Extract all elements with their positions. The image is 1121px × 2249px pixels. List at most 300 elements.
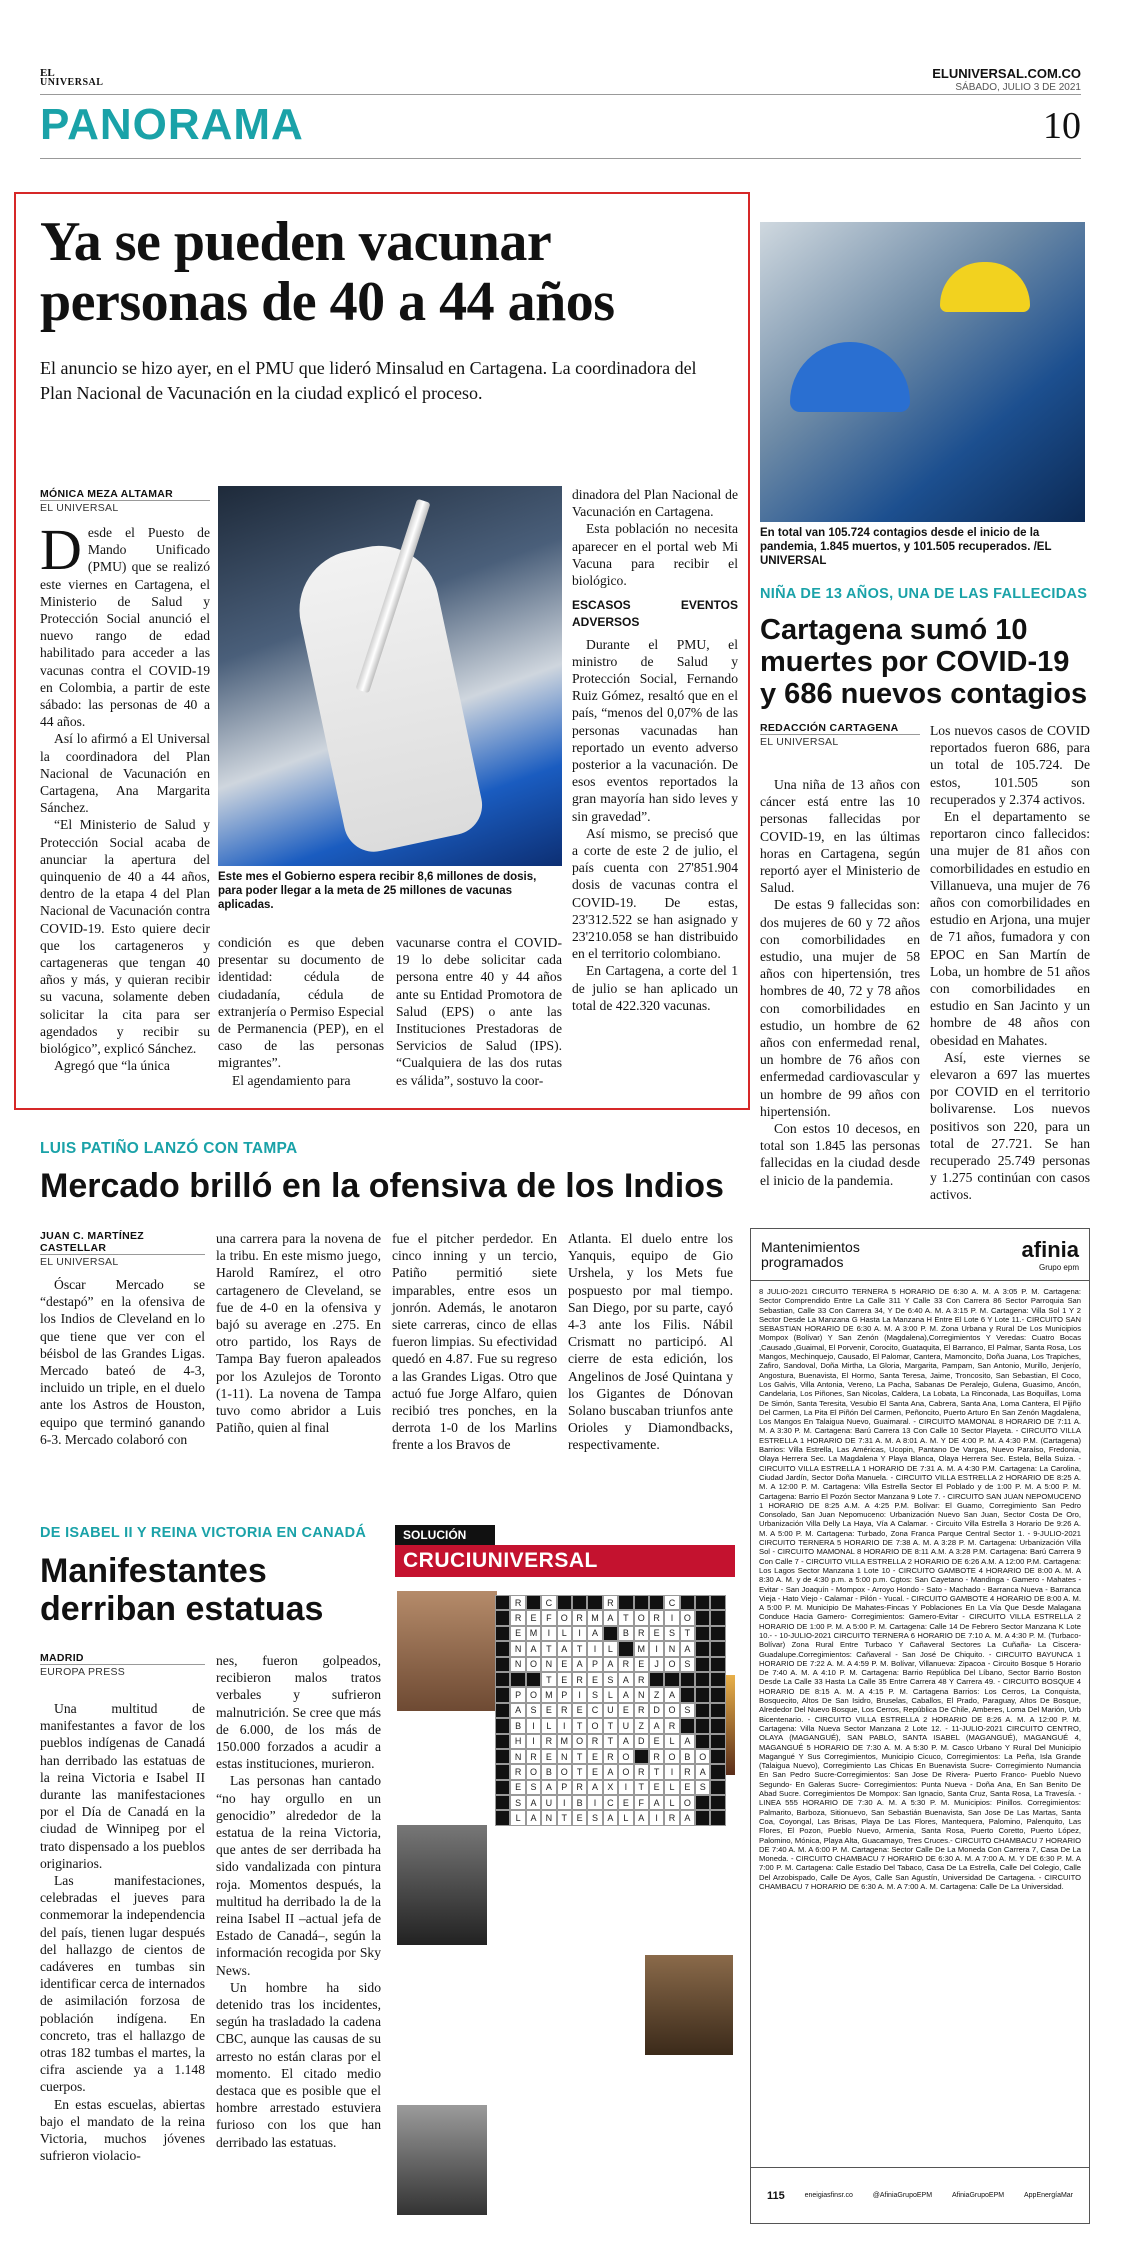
crossword-cell [495,1749,510,1764]
main-col1 [40,517,210,1075]
crossword-cell [710,1687,725,1702]
crossword-cell: D [634,1734,649,1749]
afinia-footer-number: 115 [766,2189,785,2202]
crossword-cell: T [634,1780,649,1795]
crossword-cell: A [695,1764,710,1779]
crossword-cell: T [572,1718,587,1733]
crossword-cell: I [664,1764,679,1779]
sports-headline: Mercado brilló en la ofensiva de los Indios [40,1167,724,1205]
crossword-cell: T [572,1641,587,1656]
crossword-cell: O [587,1718,602,1733]
crossword-cell: S [587,1810,602,1825]
crossword-cell: T [541,1672,556,1687]
crossword-cell: E [587,1672,602,1687]
crossword-cell [680,1595,695,1610]
crossword-cell: N [541,1657,556,1672]
crossword-cell: A [603,1657,618,1672]
crossword-cell: O [557,1764,572,1779]
crossword-cell [695,1687,710,1702]
main-col2-p2: El agendamiento para [232,1072,351,1088]
afinia-social-2: @AfiniaGrupoEPM [872,2192,933,2199]
crossword-cell: A [618,1734,633,1749]
crossword-cell: M [541,1687,556,1702]
crossword-cell: E [618,1703,633,1718]
crossword-cell [710,1810,725,1825]
crossword-cell [495,1657,510,1672]
vaccine-photo-caption: Este mes el Gobierno espera recibir 8,6 millones de dosis, para poder llegar a la meta de 25 millones de vacunas aplicadas. [218,871,537,911]
crossword-cell: U [541,1795,556,1810]
crossword-cell: N [634,1687,649,1702]
crossword-cell: R [649,1749,664,1764]
masthead-logo-top: EL [40,67,55,79]
sports-byline [40,1230,205,1268]
main-col1-p2: Así lo afirmó a El Universal la coordinadora del Plan Nacional de Vacunación en Cartagena, Ana Margarita Sánchez. [40,731,210,816]
crossword-cell: A [664,1687,679,1702]
crossword-cell [495,1626,510,1641]
crossword-cell [634,1749,649,1764]
crossword-cell: A [634,1810,649,1825]
crossword-cell: O [526,1687,541,1702]
crossword-cell: I [618,1780,633,1795]
crossword-cell: I [572,1687,587,1702]
crossword-cell [495,1764,510,1779]
sports-col4-p: Atlanta. El duelo entre los Yanquis, equipo de Gio Urshela, y los Mets fue pospuesto por mal tiempo. San Diego, por su parte, cayó 4-3 ante los Filis. Nábil Crismatt no participó. Al cierre de esta edición, los Angelinos de José Quintana y los Gigantes de Dónovan Solano buscaban triunfos ante Orioles y Diamondbacks, respectivamente. [568,1231,733,1453]
crossword-cell: X [603,1780,618,1795]
crossword-cell: O [526,1657,541,1672]
covid-byline [760,722,920,748]
sports-outlet: EL UNIVERSAL [40,1254,205,1268]
crossword-cell: A [618,1672,633,1687]
afinia-heading-line2: programados [761,1253,844,1270]
crossword-cell: E [557,1672,572,1687]
crossword-cell: T [572,1764,587,1779]
crossword-cell: I [526,1734,541,1749]
crossword-cell: L [618,1810,633,1825]
crossword-cell: S [664,1626,679,1641]
crossword-cell: L [664,1734,679,1749]
crossword-cell: P [510,1687,525,1702]
crossword-label: SOLUCIÓN [395,1525,495,1545]
crossword-cell [695,1595,710,1610]
crossword-cell [695,1810,710,1825]
crossword-cell: D [649,1703,664,1718]
crossword-cell: R [572,1672,587,1687]
crossword-cell: O [664,1703,679,1718]
crossword-cell: R [634,1672,649,1687]
crossword-cell: B [572,1795,587,1810]
crossword-cell: P [557,1687,572,1702]
afinia-schedule-text: 8 JULIO-2021 CIRCUITO TERNERA 5 HORARIO DE 6:30 A. M. A 3:05 P. M. Cartagena: Sector Comprendido Entre La Calle 311 Y Calle 33 Con Carrera 86 Sector Parroquia San Sebastian, Calle 33 Con Carrera 34, Y De 6:40 A. M. A 3:15 P. M. Cartagena: Villa Sol 1 Y 2 Sector Desde La Manzana G Hasta La Manzana H Entre El Lote 6 Y Lote 11.- CIRCUITO SAN SEBASTIAN HORARIO DE 6:30 A. M. A 3:00 P. M. Zona Urbana y Rural De Los Municipios Mompox (Bolívar) Y San Zenón (Magdalena),Corregimientos Y Veredas: Cuatro Bocas ,Causado ,Guaimal, El Porvenir, Corocito, Guataquita, El Barranco, El Palmar, Santa Rosa, Los Mangos, Mechinquejo, Causado, El Palomar, Cantera, Mamoncito, Doña Juana, Los Trapiches, Zafiro, Sandoval, Doña Mirtha, La Gloria, Margarita, Pampam, San Antonio, Murillo, Jenjerío, Angostura, Buenavista, El Hormo, Santa Teresa, Jaime, Troncosito, San Sebastian, El Coco, Los Galvis, Villa Antonia, Vereno, La Pacha, Sabanas De Peralejo, Gulena, Guasimo, Ancón, Candelaria, Los Piñones, San Nicolas, Caldera, La Lobata, La Rinconada, Las Boquillas, Loma De Simón, Santa Teresita, Vesubio El Santa Ana, Cabrera, Santa Ana, Loma Cantera, El Pijiño Del Carmen, La Pita El Piñón Del Carmen, Peñoncito, Puerto Arturo En San Zenón Magdalena, Los Mangos En Talaigua Nuevo, Guaimaral. - CIRCUITO MAMONAL 8 HORARIO DE 7:11 A. M. A 3:30 P. M. Cartagena: Barú Carrera 13 Con Calle 10 Sector Playeta. - CIRCUITO VILLA ESTRELLA 1 HORARIO DE 7:31 A. M. A 8:01 A. M. Y DE 4:00 P. M. A 4:30 P.M. (Cartagena) Barrios: Villa Estrella, Las Américas, Ucopin, Pantano De Vargas, Nuevo Paraíso, Fredonia, Olaya Herrera Sec. La Magdalena Y Playa Blanca, Olaya Herrera Sec. Estela, Bella Suiza. - CIRCUITO VILLA ESTRELLA 1 HORARIO DE 7:31 A. M. A 4:30 P.M. Cartagena: La Carolina, Ciudad Jardín, Sector Doña Manuela. - CIRCUITO VILLA ESTRELLA 2 HORARIO DE 8:25 A. M. A 12:00 P. M. Cartagena: Villa Estrella Sector El Poblado y de 1:00 P. M. A 5:00 P. M. Cartagena: Barrio El Pozón Sector Manzana 9 Lote 7. - CIRCUITO SAN JUAN NEPOMUCENO 1 HORARIO DE 8:25 A.M. A 4:25 P.M. Bolívar: El Guamo, Corregimiento San Pedro Consolado, San Juan Nepomuceno: Urbanización Nuevo San Juan, Sector Costa De Oro, Urbanización Villa Delly La Haya, Vía A Calamar. - Circuito Villa Estrella 3 Horario De 9:26 A. M. A 5:00 P. M. Cartagena: Turbado, Zona Franca Parque Central Sector 1. - 9-JULIO-2021 CIRCUITO TERNERA 5 HORARIO DE 7:38 A. M. A 3:28 P. M. Cartagena: Urbanización Villa Sol - CIRCUITO MAMONAL 8 HORARIO DE 8:11 A.M. A 3:28 P.M. Cartagena: Barú Carrera 9 Con Calle 7 - CIRCUITO VILLA ESTRELLA 2 HORARIO DE 6:26 A.M. A 12:00 P.M. Cartagena: Los Lagos Sector Manzana 1 Lote 10 - CIRCUITO GAMBOTE 4 HORARIO DE 8:00 A. M. A 8:30 A. M. y de 4:30 p.m. a 5:00 p.m. Cgtos: San Cayetano - Mandinga - Gamero - Mahates - Evitar - San Joaquín - Mompox - Arroyo Hondo - Sato - Machado - Barranca Nueva - Barranca Vieja - Hato Viejo - Calamar - Pilón - Yucal. - CIRCUITO GAMBOTE 4 HORARIO DE 8:00 A. M. A 5:00 P. M. Municipio De Mahates-Fincas Y Poblaciones En La Vía Que Desde Malagana Conduce Hacia Gamero- Corregimientos: Gamero-Evitar - CIRCUITO VILLA ESTRELLA 2 HORARIO DE 1:00 P. M. A 5:00 P. M. Cartagena: Calle 14 De Febrero Sector Manzana K Lote 10.- - 10-JULIO-2021 CIRCUITO TERNERA 6 HORARIO DE 7:10 A. M. A 4:30 P. M. (Turbaco-Bolívar) Zona Rural Entre Turbaco Y Cañaveral Sectores La Cuñaña- La Ciscera-Guadalupe.Corregimientos: Cañaveral - San José De Chiquito. - CIRCUITO BAYUNCA 1 HORARIO DE 7:22 A. M. A 4:59 P. M. Bolívar, Villanueva: Zipacoa - Circuito Bosque 5 Horario De 7:40 A. M. A 4:10 P. M. Cartagena: Barrio República Del Líbano, Sector Barrio Boston Desde La Calle 33 Hasta La Calle 35 Entre Carrera 48 Y Carrera 49. - CIRCUITO BOSQUE 4 HORARIO DE 8:15 A. M. A 4:15 P. M. Cartagena Barrios: Los Cerros, La Conquista, Bosquecito, Altos De San Isidro, Bruselas, Caballos, El Prado, Paraguay, Altos De Bosque, Alrededor Del Nuevo Bosque, Los Cerros, República De Chile, Amberes, Loma Del Marión, Urb Bicentenario. - CIRCUITO VILLA ESTRELLA 2 HORARIO DE 8:26 A. M. A 12:00 P. M. Cartagena: Villa Nueva Sector Manzana 2 Lote 12. - 11-JULIO-2021 CIRCUITO CENTRO, OLAYA (MAGANGUÉ), SAN PABLO, SANTA ISABEL (MAGANGUÉ), MAGANGUÉ 4, MAGANGUÉ 5 HORARIO DE 7:30 A. M. A 5:30 P. M. Casco Urbano Y Rural Del Municipio Magangué Y Sus Corregimientos, Municipio Cicuco, Corregimientos: La Peña, Isla Grande (Talaigua Nuevo), Corregimiento Las Chicas En Buenavista Sucre- Corregimiento Numancia En San Pedro Sucre-Corregimientos: San Jose De Rivera- Puerto Franco- Pueblo Nuevo Segundo- En Galeras Sucre- Corregimientos: Punta Nueva - Doña Ana, En San Benito De Abad Sucre. Corregimientos De Mompox: San Ignacio, Santa Cruz, Santa Rosa, La Travesía. - LINEA 555 HORARIO DE 7:30 A. M. A 5:30 P. M. Municipios: Pinillos. Corregimientos: Palmarito, Barboza, Sitionuevo, San Sebastián Buenavista, San Jose De Las Martas, Santa Coa, Coyongal, Las Brisas, Playa De Las Flores, Mantequera, Palomino, Palenquito, Las Flores, El Pozon, Pueblo Nuevo, Armenia, Santa Rosa, Puerto Coretto, Puerto López, Palomino, Mónica, Playa Alta, Guacamayo, Tres Cruces.- CIRCUITO CHAMBACU 7 HORARIO DE 7:40 A. M. A 6:00 P. M. Cartagena: Sector Calle De La Moneda Con Carrera 7, Casa De La Moneda. - CIRCUITO CHAMBACU 7 HORARIO DE 6:30 A. M. A 7:00 A. M. Y DE 6:30 P. M. A 7:00 P. M. Cartagena: Calle Estadio Del Tabaco, Casa De La Estrella, Calle Del Colegio, Calle Del Arzobispado, Calle De Ayos, Calle San Agustín, Universidad De Cartagena. - CIRCUITO CHAMBACU 7 HORARIO DE 6:30 A. M. A 7:00 A. M. Cartagena: Calle De La Universidad. [759,1287,1081,1891]
crossword-cell [495,1595,510,1610]
crossword-cell: R [587,1734,602,1749]
crossword-cell: E [510,1626,525,1641]
crossword-cell: O [680,1610,695,1625]
crossword-cell: R [572,1780,587,1795]
crossword-cell: T [680,1626,695,1641]
crossword-cell: A [649,1718,664,1733]
crossword-cell: N [510,1749,525,1764]
crossword-cell: E [649,1780,664,1795]
crossword-cell: R [510,1595,525,1610]
crossword-cell: H [510,1734,525,1749]
crossword-cell: A [680,1810,695,1825]
main-col1-p3: “El Ministerio de Salud y Protección Social acaba de anunciar la apertura del quinquenio de 40 a 44 años, dentro de la etapa 4 del Plan Nacional de Vacunación contra COVID-19. Esto quiere decir que los cartageneros y cartageneras que tengan 40 años y más, y quieran recibir su vacuna, solamente deben solicitar la cita para ser agendados y recibir su biológico”, explicó Sánchez. [40,817,210,1057]
canada-col1-p1: Una multitud de manifestantes a favor de los pueblos indígenas de Canadá han derribado las estatuas de la reina Victoria e Isabel II durante las manifestaciones por el Día de Canadá en la ciudad de Winnipeg por el trato dispensado a los pueblos originarios. [40,1701,205,1871]
canada-author: MADRID [40,1652,84,1664]
afinia-heading [761,1240,860,1270]
crossword-cell: A [649,1795,664,1810]
header-rule [40,94,1081,95]
crossword-cell: A [526,1641,541,1656]
afinia-logo [1022,1237,1079,1272]
hard-hat [940,262,1030,312]
crossword-cell: L [541,1718,556,1733]
crossword-cell: O [572,1734,587,1749]
crossword-cell: T [603,1734,618,1749]
canada-col2-p3: Un hombre ha sido detenido tras los incidentes, según ha trasladado la cadena CBC, aunque las causas de su arresto no están claras por el momento. El citado medio destaca que es posible que el hombre arrestado estuviera furioso con los que han derribado las estatuas. [216,1979,381,2150]
crossword-cell: N [510,1641,525,1656]
crossword-cell: N [541,1810,556,1825]
crossword-cell: E [587,1749,602,1764]
crossword-cell: L [557,1626,572,1641]
canada-headline [40,1552,380,1628]
crossword-cell: U [603,1703,618,1718]
crossword-cell: C [664,1595,679,1610]
crossword-cell: O [618,1764,633,1779]
canada-col2-p2: Las personas han cantado “no hay orgullo en un genocidio” alrededor de la estatua de la reina Victoria, que antes de ser derribada ha sido vandalizada con pintura roja. Momentos después, la multitud ha derribado la de la reina Isabel II –actual jefa de Estado de Canadá–, según la información recogida por Sky News. [216,1773,381,1978]
crossword-cell: F [541,1610,556,1625]
afinia-header [751,1229,1089,1281]
main-col4-p2: Esta población no necesita aparecer en el portal web Mi Vacuna para recibir el biológico. [572,521,738,589]
crossword-cell [495,1687,510,1702]
covid-col1-p1: Una niña de 13 años con cáncer está entre las 10 personas fallecidas por COVID-19, en las últimas horas en Cartagena, según reportó ayer el Ministerio de Salud. [760,777,920,896]
crossword-cell [710,1610,725,1625]
crossword-cell: A [603,1810,618,1825]
crossword-cell [695,1672,710,1687]
crossword-cell: A [510,1703,525,1718]
crossword-cell [695,1795,710,1810]
crossword-cell: E [572,1703,587,1718]
main-headline [40,212,740,332]
crossword-cell [710,1749,725,1764]
crossword-cell: S [587,1687,602,1702]
crossword-cell: E [510,1780,525,1795]
crossword-cell: I [649,1810,664,1825]
crossword-cell: L [510,1810,525,1825]
crossword-cell: L [664,1795,679,1810]
crossword-cell [710,1780,725,1795]
crossword-cell: R [664,1718,679,1733]
canada-byline [40,1652,205,1678]
crossword-cell: R [603,1595,618,1610]
crossword-cell [557,1595,572,1610]
crossword-cell: F [634,1795,649,1810]
crossword-cell: O [634,1610,649,1625]
covid-col2 [930,722,1090,1204]
crossword-cell: E [526,1610,541,1625]
canada-col2 [216,1652,381,2151]
crossword-cell: M [634,1641,649,1656]
crossword-cell [710,1795,725,1810]
site-url: ELUNIVERSAL.COM.CO [932,66,1081,81]
crossword-cell: I [526,1718,541,1733]
main-col4-p5: En Cartagena, a corte del 1 de julio se han aplicado un total de 422.320 vacunas. [572,963,738,1013]
canada-outlet: EUROPA PRESS [40,1664,205,1678]
crossword-cell [695,1703,710,1718]
crossword-cell: R [510,1610,525,1625]
crossword-cell: L [664,1780,679,1795]
canada-col1-p3: En estas escuelas, abiertas bajo el mandato de la reina Victoria, muchos jóvenes sufrieron violacio- [40,2096,205,2164]
crossword-portrait-3 [397,1825,487,1945]
main-col2-p1: condición es que deben presentar su documento de identidad: cédula de ciudadanía, cédula de extranjería o Permiso Especial de Permanencia (PEP), en el caso de las personas migrantes”. [218,935,384,1071]
covid-col1-p2: De estas 9 fallecidas son: dos mujeres de 60 y 72 años con comorbilidades en estudio, una mujer de 58 años con hipertensión, tres hombres de 40, 72 y 78 años con comorbilidades en estudio, un hombre de 62 años con enfermedad renal, un hombre de 76 años con enfermedad cardiovascular y un hombre de 99 años con hipertensión. [760,897,920,1119]
crossword-cell: I [587,1641,602,1656]
crossword-cell: A [618,1687,633,1702]
crossword-cell [680,1687,695,1702]
covid-kicker: NIÑA DE 13 AÑOS, UNA DE LAS FALLECIDAS [760,586,1088,602]
crossword-cell: A [587,1780,602,1795]
crossword-cell: S [680,1657,695,1672]
crossword-cell: A [572,1657,587,1672]
crossword-cell: R [649,1610,664,1625]
crossword-cell [495,1795,510,1810]
covid-col2-p3: Así, este viernes se elevaron a 697 las muertes por COVID en el territorio bolivarense. Los nuevos positivos son 220, para un total de 27.721. Se han recuperado 25.749 personas y 1.275 continúan con casos activos. [930,1049,1090,1203]
sports-kicker: LUIS PATIÑO LANZÓ CON TAMPA [40,1140,298,1157]
crossword-cell: M [587,1610,602,1625]
crossword-cell: T [572,1749,587,1764]
crossword-cell [495,1718,510,1733]
gloved-hand [288,535,487,858]
crossword-cell: R [526,1749,541,1764]
crossword-cell [695,1626,710,1641]
crossword-cell: E [649,1734,664,1749]
crossword-cell: S [526,1703,541,1718]
crossword-cell: N [557,1749,572,1764]
covid-headline: Cartagena sumó 10 muertes por COVID-19 y 686 nuevos contagios [760,614,1088,710]
crossword-cell: R [541,1734,556,1749]
main-col3-p1: vacunarse contra el COVID-19 lo debe solicitar cada persona entre 40 y 44 años ante su Entidad Promotora de Salud (EPS) o ante las Instituciones Prestadoras de Servicios de Salud (IPS). “Cualquiera de las dos rutas es válida”, sostuvo la coor- [396,935,562,1088]
crossword-cell: R [634,1626,649,1641]
crossword-cell [495,1610,510,1625]
crossword-cell [495,1641,510,1656]
crossword-cell [695,1718,710,1733]
crossword-portrait-1 [397,1591,497,1711]
covid-col2-p2: En el departamento se reportaron cinco fallecidos: una mujer de 81 años con comorbilidades en estudio en Villanueva, una mujer de 76 años con comorbilidades en estudio en Arjona, una mujer de 71 años, fumadora y con EPOC en San Martín de Loba, un hombre de 51 años con comorbilidades en estudio en San Jacinto y un hombre de 48 años con obesidad en Mahates. [930,809,1090,1048]
canada-col1-p2: Las manifestaciones, celebradas el jueves para conmemorar la independencia del país, tienen lugar después del hallazgo de cientos de cadáveres en tumbas sin identificar cerca de internados de asimilación forzosa de población indígena. En concreto, tras el hallazgo de otras 182 tumbas el martes, la cifra asciende ya a 1.148 cuerpos. [40,1873,205,2095]
crossword-cell: S [680,1703,695,1718]
page-number: 10 [1043,105,1081,147]
main-deck: El anuncio se hizo ayer, en el PMU que lideró Minsalud en Cartagena. La coordinadora del Plan Nacional de Vacunación en la ciudad explicó el proceso. [40,358,697,403]
crossword-cell: U [618,1718,633,1733]
afinia-footer [751,2167,1089,2223]
crossword-cell: M [557,1734,572,1749]
crossword-cell [649,1595,664,1610]
crossword-cell [649,1672,664,1687]
main-col1-p4: Agregó que “la única [54,1058,170,1074]
crossword-cell [710,1657,725,1672]
covid-photo [760,222,1085,522]
section-rule [40,158,1081,159]
sports-col1-p: Óscar Mercado se “destapó” en la ofensiva de los Indios de Cleveland en lo que tiene que ver con el béisbol de las Grandes Ligas. Mercado bateó de 4-3, incluido un triple, en el duelo ante los Astros de Houston, equipo que terminó ganando 6-3. Mercado colaboró con [40,1277,205,1447]
crossword-cell [495,1703,510,1718]
crossword-cell: A [587,1626,602,1641]
issue-date: SÁBADO, JULIO 3 DE 2021 [955,82,1081,93]
main-dropcap: D [40,517,82,582]
covid-col1-p3: Con estos 10 decesos, en total son 1.845 las personas fallecidas en la ciudad desde el inicio de la pandemia. [760,1121,920,1188]
crossword-cell: B [680,1749,695,1764]
canada-kicker: DE ISABEL II Y REINA VICTORIA EN CANADÁ [40,1525,367,1541]
main-col4-p4: Así mismo, se precisó que a corte de este 2 de julio, el país cuenta con 27'851.904 dosis de vacunas contra el COVID-19. De estas, 23'312.522 se han asignado y 23'210.058 se han distribuido en el territorio colombiano. [572,825,738,962]
crossword-cell: T [649,1764,664,1779]
afinia-heading-line1: Mantenimientos [761,1238,860,1255]
crossword-cell: O [618,1749,633,1764]
crossword-cell: R [603,1749,618,1764]
crossword-cell: I [572,1626,587,1641]
covid-outlet: EL UNIVERSAL [760,734,920,748]
crossword-cell: O [557,1610,572,1625]
afinia-brand-sub: Grupo epm [1038,1263,1079,1272]
crossword-cell: I [557,1795,572,1810]
crossword-cell: E [649,1626,664,1641]
sports-author: JUAN C. MARTÍNEZ CASTELLAR [40,1230,144,1254]
crossword-cell [680,1672,695,1687]
main-col3 [396,934,562,1089]
crossword-cell: E [618,1795,633,1810]
sports-col3-p: fue el pitcher perdedor. En cinco inning y un tercio, Patiño permitió siete imparables, entre esos un jonrón. Además, le anotaron siete carreras, cinco de ellas fueron limpias. Su efectividad quedó en 4.87. Fue su regreso a las Grandes Ligas. Otro que actuó fue Jorge Alfaro, quien recibió tres ponches, en la derrota 1-0 de los Marlins frente a los Bravos de [392,1231,557,1453]
crossword-cell: O [695,1749,710,1764]
crossword-cell: J [649,1657,664,1672]
sports-col2 [216,1230,381,1436]
crossword-cell [695,1610,710,1625]
main-byline [40,488,210,514]
crossword-cell [710,1595,725,1610]
crossword-cell: I [587,1795,602,1810]
main-outlet: EL UNIVERSAL [40,500,210,514]
crossword-cell: S [695,1780,710,1795]
crossword-cell: E [572,1810,587,1825]
crossword-cell: O [526,1764,541,1779]
crossword-cell: N [510,1657,525,1672]
masthead-logo-bottom: UNIVERSAL [40,77,104,88]
crossword-cell: C [541,1595,556,1610]
crossword-cell: T [541,1641,556,1656]
crossword-portrait-4 [645,1955,733,2055]
crossword-cell: S [510,1795,525,1810]
covid-col1 [760,776,920,1189]
crossword-cell: R [557,1703,572,1718]
crossword-cell: B [510,1718,525,1733]
crossword-cell [495,1780,510,1795]
crossword-cell [695,1734,710,1749]
crossword-cell: E [541,1749,556,1764]
section-title: PANORAMA [40,100,304,149]
crossword-cell: M [526,1626,541,1641]
sports-col1 [40,1276,205,1448]
crossword-cell: E [587,1764,602,1779]
crossword-cell: A [557,1641,572,1656]
crossword-cell: R [664,1810,679,1825]
crossword-cell: R [510,1764,525,1779]
crossword-cell [710,1718,725,1733]
crossword-cell [710,1734,725,1749]
main-headline-line2: personas de 40 a 44 años [40,271,615,333]
crossword-cell [495,1672,510,1687]
crossword-cell [664,1672,679,1687]
crossword-cell: I [649,1641,664,1656]
canada-col1 [40,1700,205,2164]
sports-col2-p: una carrera para la novena de la tribu. En este mismo juego, Harold Ramírez, el otro cartagenero de Cleveland, se fue de 4-0 en la ofensiva y bajó su average en .275. En otro partido, los Rays de Tampa Bay fueron apaleados por los Azulejos de Toronto (1-11). La novena de Tampa tuvo como abridor a Luis Patiño, quien al final [216,1231,381,1436]
crossword-cell: T [557,1810,572,1825]
main-col4 [572,486,738,1014]
covid-author: REDACCIÓN CARTAGENA [760,722,899,734]
crossword-cell: A [603,1764,618,1779]
crossword-grid [495,1595,726,1826]
crossword-cell: A [603,1610,618,1625]
crossword-cell: T [603,1718,618,1733]
crossword-cell: T [618,1610,633,1625]
sports-col4 [568,1230,733,1454]
crossword-cell [572,1595,587,1610]
main-col1-p1: esde el Puesto de Mando Unificado (PMU) que se realizó este viernes en Cartagena, el Ministerio de Salud y Protección Social anunció el nuevo rango de edad habilitado para acceder a las vacunas contra el COVID-19 en Colombia, a partir de este sábado: las personas de 40 a 44 años. [40,525,210,730]
crossword-cell: B [618,1626,633,1641]
vaccine-photo [218,486,562,866]
crossword-cell: R [634,1703,649,1718]
main-col2 [218,934,384,1089]
crossword-cell: N [664,1641,679,1656]
crossword-cell: Z [649,1687,664,1702]
main-col4-p3: Durante el PMU, el ministro de Salud y Protección Social, Fernando Ruiz Gómez, resaltó que en el país, “menos del 0,07% de las personas vacunadas han reportado un evento adverso posterior a la vacunación. De esos eventos reportados la gran mayoría han sido leves y sin gravedad”. [572,636,738,824]
masthead-logo [40,68,110,88]
crossword-cell: A [526,1795,541,1810]
crossword-cell: R [634,1764,649,1779]
afinia-brand: afinia [1021,1237,1079,1262]
canada-headline-line2: derriban estatuas [40,1590,324,1628]
crossword-cell [495,1810,510,1825]
crossword-cell: L [603,1641,618,1656]
crossword-cell: C [587,1703,602,1718]
crossword-cell [618,1641,633,1656]
afinia-ad [750,1228,1090,2224]
crossword-cell [618,1595,633,1610]
crossword-cell: O [664,1657,679,1672]
crossword-panel [395,1525,735,2225]
crossword-cell: Z [634,1718,649,1733]
crossword-cell: E [680,1780,695,1795]
main-subhead: ESCASOS EVENTOS ADVERSOS [572,598,738,630]
afinia-social-4: AppEnergíaMar [1023,2192,1074,2199]
blue-cap [790,342,910,412]
afinia-social-1: eneigiasfinsr.co [804,2192,853,2199]
crossword-cell: E [541,1703,556,1718]
sports-col3 [392,1230,557,1454]
crossword-cell: O [680,1795,695,1810]
crossword-cell [695,1641,710,1656]
main-col4-p1: dinadora del Plan Nacional de Vacunación en Cartagena. [572,487,738,520]
crossword-cell: L [603,1687,618,1702]
crossword-cell: S [603,1672,618,1687]
crossword-title: CRUCIUNIVERSAL [395,1545,735,1577]
crossword-cell: E [557,1657,572,1672]
crossword-cell [710,1703,725,1718]
crossword-cell [495,1734,510,1749]
crossword-cell [526,1595,541,1610]
crossword-cell: I [541,1626,556,1641]
crossword-cell: P [587,1657,602,1672]
canada-col2-p1: nes, fueron golpeados, recibieron malos tratos verbales y sufrieron malnutrición. Se cree que más de 6.000, de los más de 150.000 forzados a acudir a estas instituciones, murieron. [216,1653,381,1772]
crossword-cell: A [541,1780,556,1795]
main-author: MÓNICA MEZA ALTAMAR [40,488,174,500]
crossword-cell: A [680,1641,695,1656]
